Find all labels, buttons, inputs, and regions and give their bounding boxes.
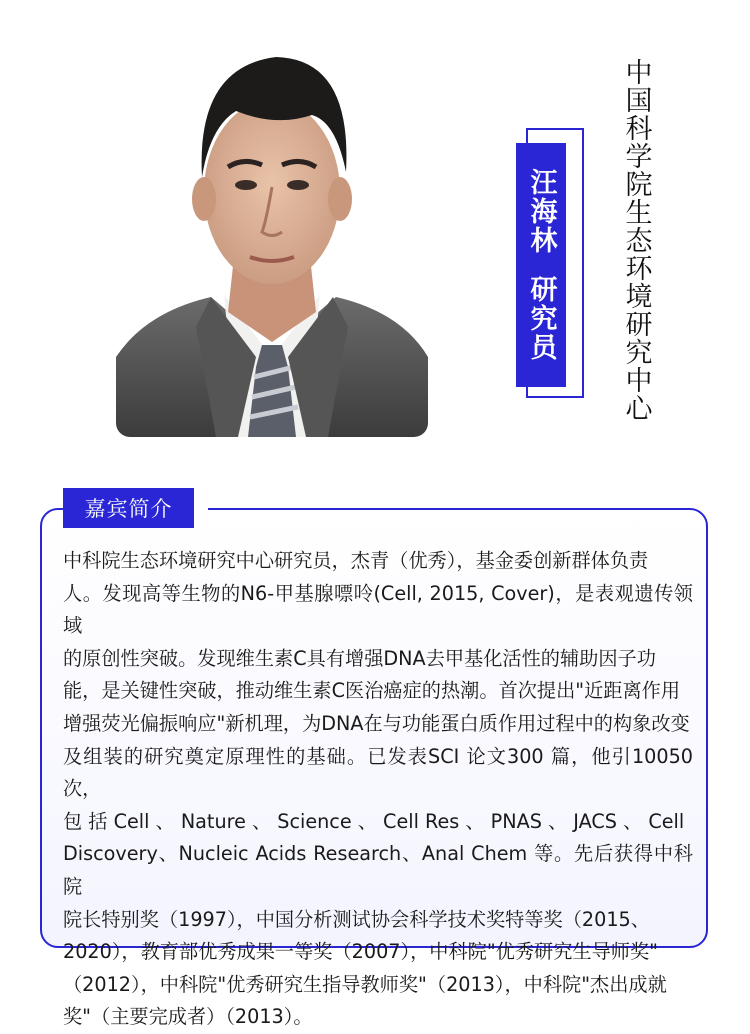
name-badge — [516, 143, 566, 387]
bio-line: 及组装的研究奠定原理性的基础。已发表SCI 论文300 篇，他引10050次， — [63, 744, 693, 801]
bio-line: （2012），中科院"优秀研究生指导教师奖"（2013），中科院"杰出成就 — [63, 972, 667, 996]
speaker-name: 汪海林 — [525, 168, 557, 255]
bio-line: 能，是关键性突破，推动维生素C医治癌症的热潮。首次提出"近距离作用 — [63, 679, 681, 703]
bio-line: 2020），教育部优秀成果一等奖（2007），中科院"优秀研究生导师奖" — [63, 940, 658, 964]
affiliation — [616, 58, 656, 448]
bio-line: Discovery、Nucleic Acids Research、Anal Chem 等。先后获得中科院 — [63, 842, 693, 898]
bio-line: 中科院生态环境研究中心研究员，杰青（优秀），基金委创新群体负责 — [63, 549, 649, 572]
portrait-photo — [116, 27, 428, 437]
affiliation-text: 中国科学院生态环境研究中心 — [620, 58, 652, 422]
bio-label-gap — [194, 508, 208, 528]
bio-label — [63, 488, 194, 528]
bio-line: 院长特别奖（1997），中国分析测试协会科学技术奖特等奖（2015、 — [63, 907, 650, 931]
bio-label-text: 嘉宾简介 — [84, 497, 173, 521]
speaker-title: 研究员 — [525, 275, 557, 362]
bio-line: 人。发现高等生物的N6-甲基腺嘌呤(Cell, 2015, Cover)，是表观遗传领域 — [63, 581, 693, 638]
bio-line: 的原创性突破。发现维生素C具有增强DNA去甲基化活性的辅助因子功 — [63, 646, 656, 670]
bio-line: 包 括 Cell 、 Nature 、 Science 、 Cell Res 、 PNAS 、 JACS 、 Cell — [63, 809, 685, 833]
bio-line: 增强荧光偏振响应"新机理，为DNA在与功能蛋白质作用过程中的构象改变 — [63, 711, 690, 735]
bio-line: 奖"（主要完成者）（2013）。 — [63, 1005, 313, 1029]
bio-text — [63, 545, 693, 1034]
portrait-illustration — [116, 27, 428, 437]
